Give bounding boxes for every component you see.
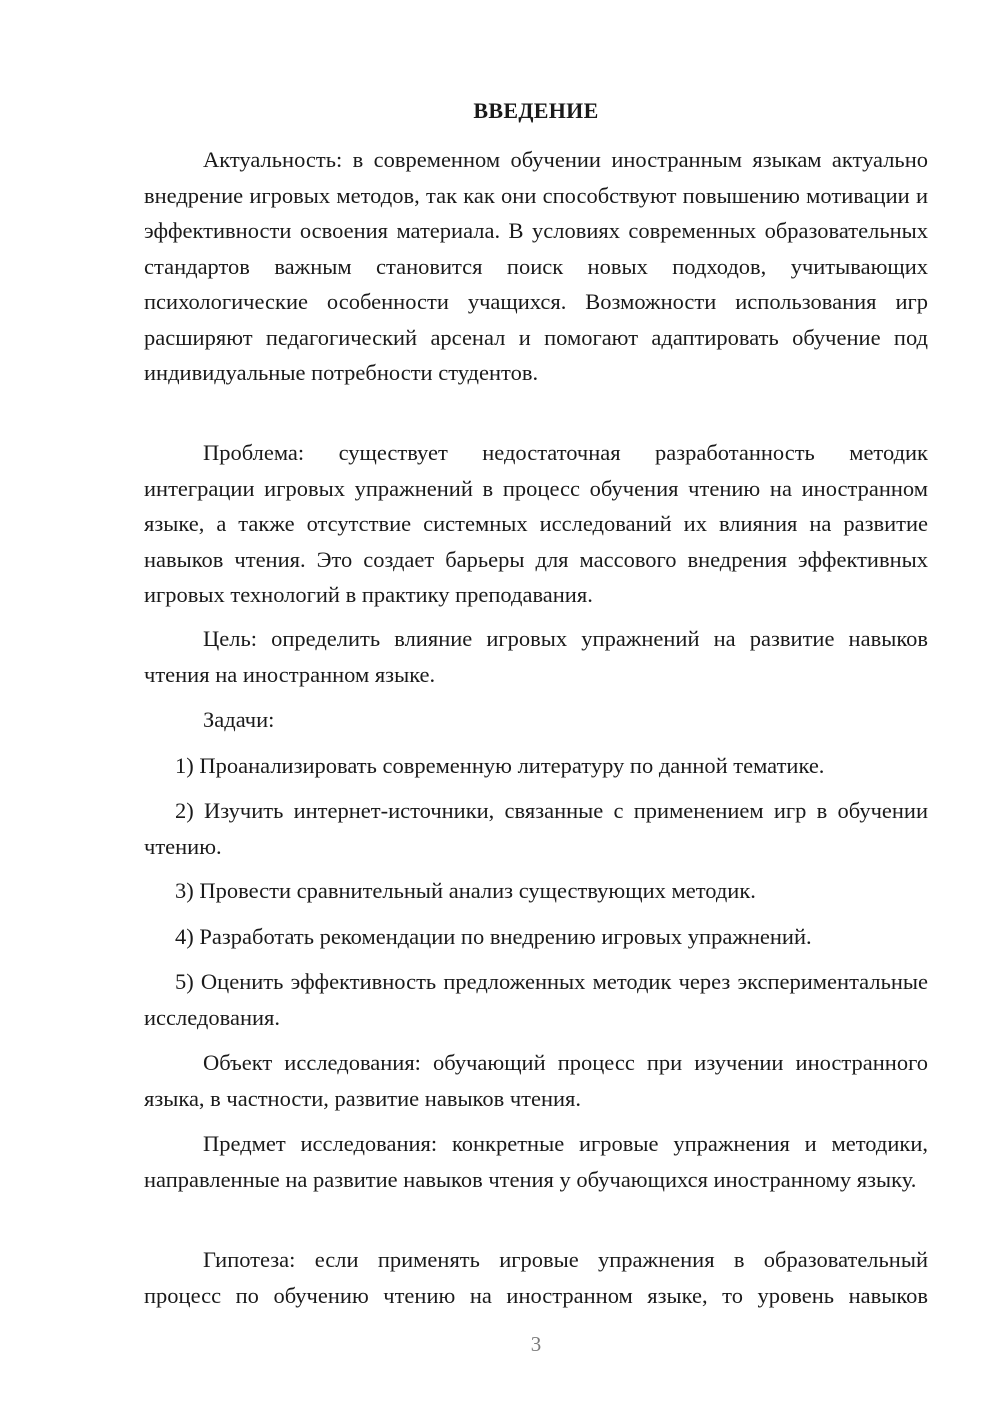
hypothesis-paragraph-block	[144, 1242, 928, 1313]
actuality-paragraph-block	[144, 142, 928, 391]
goal-paragraph-block	[144, 621, 928, 692]
task-item: 4) Разработать рекомендации по внедрению игровых упражнений.	[175, 924, 812, 949]
goal-paragraph: Цель: определить влияние игровых упражнений на развитие навыков чтения на иностранном языке.	[144, 626, 928, 687]
problem-paragraph-block	[144, 435, 928, 613]
task-item-3-block	[144, 873, 928, 909]
task-item-1-block	[144, 748, 928, 784]
task-item: 5) Оценить эффективность предложенных методик через экспериментальные исследования.	[144, 969, 928, 1030]
task-item-5-block	[144, 964, 928, 1035]
task-item: 3) Провести сравнительный анализ существующих методик.	[175, 878, 756, 903]
tasks-heading-block	[144, 702, 928, 738]
object-paragraph: Объект исследования: обучающий процесс при изучении иностранного языка, в частности, развитие навыков чтения.	[144, 1050, 928, 1111]
tasks-heading: Задачи:	[203, 707, 275, 732]
task-item-4-block	[144, 919, 928, 955]
page-number: 3	[530, 1332, 542, 1356]
actuality-paragraph: Актуальность: в современном обучении иностранным языкам актуально внедрение игровых методов, так как они способствуют повышению мотивации и эффективности освоения материала. В условиях современных образовательных стандартов важным становится поиск новых подходов, учитывающих психологические особенности учащихся. Возможности использования игр расширяют педагогический арсенал и помогают адаптировать обучение под индивидуальные потребности студентов.	[144, 147, 928, 385]
problem-paragraph: Проблема: существует недостаточная разработанность методик интеграции игровых упражнений в процесс обучения чтению на иностранном языке, а также отсутствие системных исследований их влияния на развитие навыков чтения. Это создает барьеры для массового внедрения эффективных игровых технологий в практику преподавания.	[144, 440, 928, 607]
section-title: ВВЕДЕНИЕ	[473, 98, 599, 123]
task-item: 1) Проанализировать современную литературу по данной тематике.	[175, 753, 825, 778]
subject-paragraph-block	[144, 1126, 928, 1197]
task-item: 2) Изучить интернет-источники, связанные с применением игр в обучении чтению.	[144, 798, 928, 859]
object-paragraph-block	[144, 1045, 928, 1116]
subject-paragraph: Предмет исследования: конкретные игровые упражнения и методики, направленные на развитие навыков чтения у обучающихся иностранному языку.	[144, 1131, 928, 1192]
hypothesis-paragraph: Гипотеза: если применять игровые упражнения в образовательный процесс по обучению чтению на иностранном языке, то уровень навыков	[144, 1247, 928, 1308]
task-item-2-block	[144, 793, 928, 864]
